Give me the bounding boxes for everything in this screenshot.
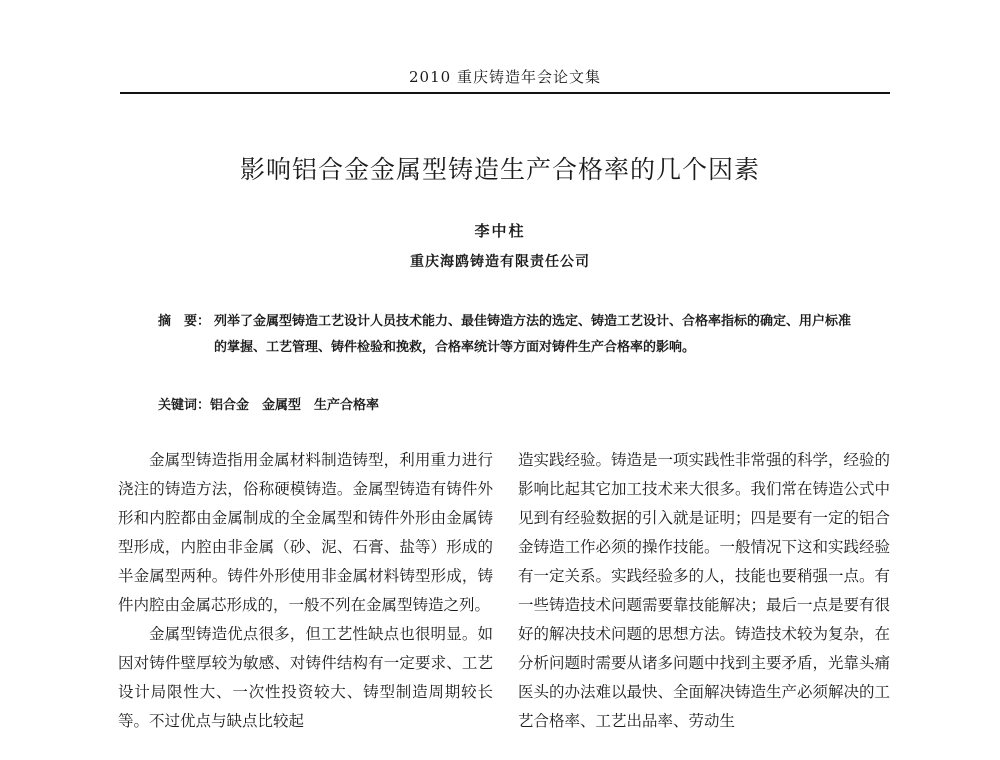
body-paragraph: 金属型铸造优点很多，但工艺性缺点也很明显。如因对铸件壁厚较为敏感、对铸件结构有一定要求、工艺设计局限性大、一次性投资较大、铸型制造周期较长等。不过优点与缺点比较起: [118, 625, 493, 730]
abstract: [158, 309, 858, 361]
header-rule: [120, 92, 890, 94]
body-paragraph: 造实践经验。铸造是一项实践性非常强的科学，经验的影响比起其它加工技术来大很多。我们常在铸造公式中见到有经验数据的引入就是证明；四是要有一定的铝合金铸造工作必须的操作技能。一般情况下这和实践经验有一定关系。实践经验多的人，技能也要稍强一点。有一些铸造技术问题需要靠技能解决；最后一点是要有很好的解决技术问题的思想方法。铸造技术较为复杂，在分析问题时需要从诸多问题中找到主要矛盾，光靠头痛医头的办法难以最快、全面解决铸造生产必须解决的工艺合格率、工艺出品率、劳动生: [518, 451, 891, 730]
body-column-right: [518, 446, 890, 736]
keywords: [158, 396, 858, 416]
abstract-text: 列举了金属型铸造工艺设计人员技术能力、最佳铸造方法的选定、铸造工艺设计、合格率指标的确定、用户标准的掌握、工艺管理、铸件检验和挽救，合格率统计等方面对铸件生产合格率的影响。: [214, 314, 852, 355]
keywords-text: 铝合金 金属型 生产合格率: [210, 398, 380, 413]
body-column-left: [118, 446, 493, 736]
author-affiliation: 重庆海鸥铸造有限责任公司: [410, 254, 590, 270]
author-name: 李中柱: [474, 222, 526, 240]
abstract-label: 摘 要：: [158, 314, 211, 329]
keywords-label: 关键词：: [158, 398, 211, 413]
article-title: 影响铝合金金属型铸造生产合格率的几个因素: [239, 155, 760, 184]
running-header: 2010 重庆铸造年会论文集: [409, 68, 601, 86]
body-paragraph: 金属型铸造指用金属材料制造铸型，利用重力进行浇注的铸造方法，俗称硬模铸造。金属型铸造有铸件外形和内腔都由金属制成的全金属型和铸件外形由金属铸型形成，内腔由非金属（砂、泥、石膏、盐等）形成的半金属型两种。铸件外形使用非金属材料铸型形成，铸件内腔由金属芯形成的，一般不列在金属型铸造之列。: [118, 451, 493, 614]
